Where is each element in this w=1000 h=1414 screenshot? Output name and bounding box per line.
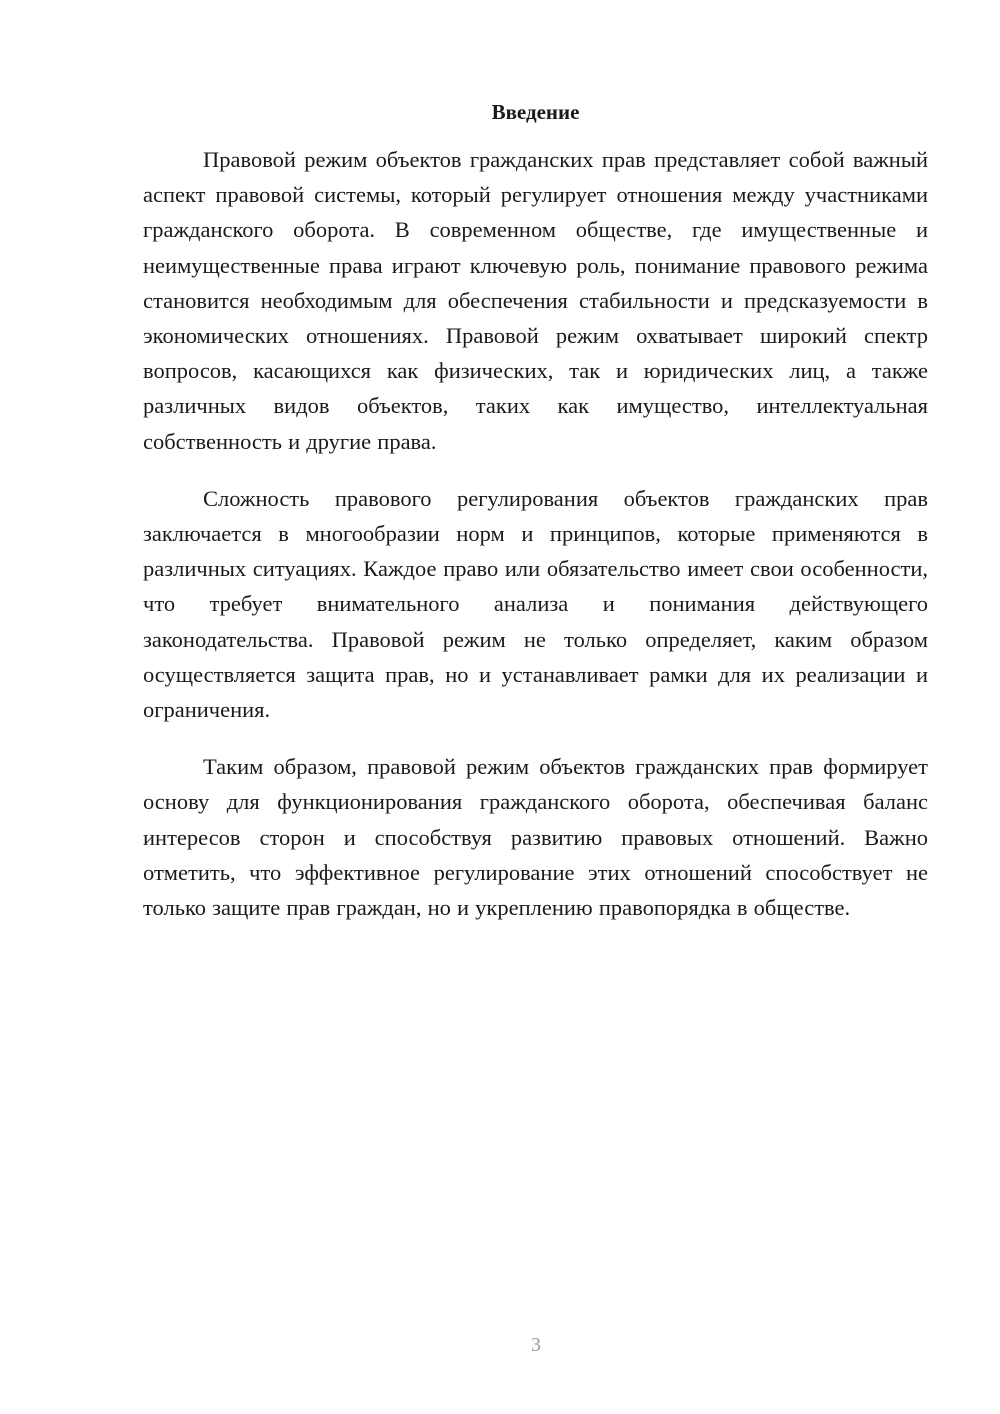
section-heading: Введение — [491, 100, 580, 124]
paragraph-1: Правовой режим объектов гражданских прав представляет собой важный аспект правовой системы, который регулирует отношения между участниками гражданского оборота. В современном обществе, где имущественные и неимущественные права играют ключевую роль, понимание правового режима становится необходимым для обеспечения стабильности и предсказуемости в экономических отношениях. Правовой режим охватывает широкий спектр вопросов, касающихся как физических, так и юридических лиц, а также различных видов объектов, таких как имущество, интеллектуальная собственность и другие права. — [143, 147, 928, 454]
page-number: 3 — [531, 1334, 541, 1356]
paragraph-2: Сложность правового регулирования объектов гражданских прав заключается в многообразии норм и принципов, которые применяются в различных ситуациях. Каждое право или обязательство имеет свои особенности, что требует внимательного анализа и понимания действующего законодательства. Правовой режим не только определяет, каким образом осуществляется защита прав, но и устанавливает рамки для их реализации и ограничения. — [143, 485, 928, 723]
paragraph-3: Таким образом, правовой режим объектов гражданских прав формирует основу для функционирования гражданского оборота, обеспечивая баланс интересов сторон и способствуя развитию правовых отношений. Важно отметить, что эффективное регулирование этих отношений способствует не только защите прав граждан, но и укреплению правопорядка в обществе. — [143, 754, 928, 921]
body-text — [143, 142, 928, 925]
